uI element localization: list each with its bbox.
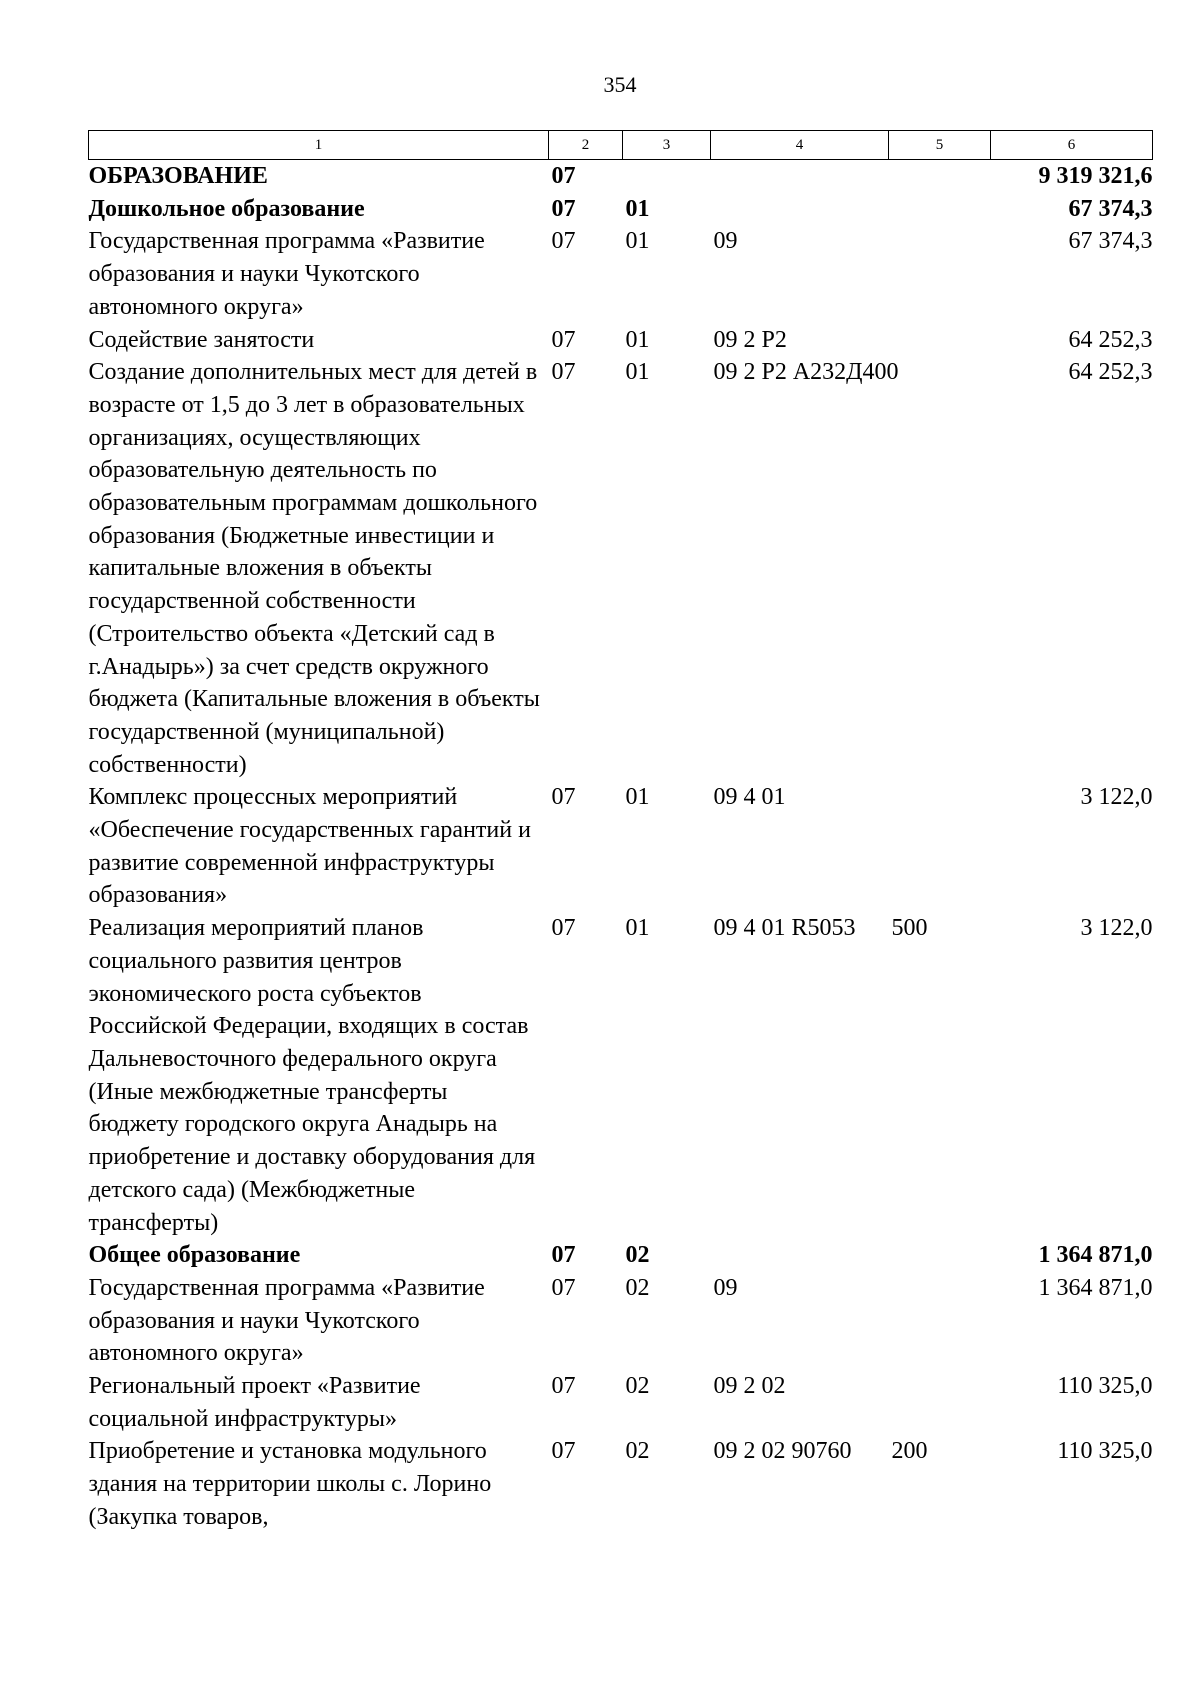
table-row [89,356,1153,781]
row-expense-type-cell [889,324,991,357]
column-header-1: 1 [89,131,549,160]
row-target-article-cell: 09 4 01 [713,784,786,811]
row-subsection-cell: 01 [625,359,650,386]
table-row [89,1435,1153,1533]
row-target-article-cell: 09 2 Р2 [713,326,787,353]
table-row [89,225,1153,323]
page-number: 354 [603,72,637,97]
row-name-cell: Комплекс процессных мероприятий «Обеспечение государственных гарантий и развитие современной инфраструктуры образования» [88,784,531,909]
row-name-cell: Дошкольное образование [88,195,365,222]
column-header-row [89,131,1153,160]
row-amount-cell: 67 374,3 [1068,228,1153,255]
row-subsection-cell: 01 [625,228,650,255]
row-name-cell: Содействие занятости [88,326,315,353]
row-section-cell: 07 [551,326,576,353]
row-amount-cell: 64 252,3 [1068,359,1153,386]
row-amount-cell: 67 374,3 [1068,195,1153,222]
row-target-article-cell: 09 [713,1274,738,1301]
row-target-article-cell: 09 2 02 90760 [713,1438,852,1465]
table-row [89,193,1153,226]
row-name-cell: Общее образование [88,1242,301,1269]
row-amount-cell: 1 364 871,0 [1038,1274,1153,1301]
row-subsection-cell: 01 [625,326,650,353]
column-header-4: 4 [711,131,889,160]
row-subsection-cell: 02 [625,1274,650,1301]
table-row [89,1272,1153,1370]
column-header-5: 5 [889,131,991,160]
row-amount-cell: 110 325,0 [1057,1438,1153,1465]
row-amount-cell: 110 325,0 [1057,1373,1153,1400]
row-expense-type-cell [889,1272,991,1370]
row-name-cell: Реализация мероприятий планов социального развития центров экономического роста субъектов Российской Федерации, входящих в состав Дальневосточного федерального округа (Иные межбюджетные трансферты бюджету городского округа Анадырь на приобретение и доставку оборудования для детского сада) (Межбюджетные трансферты) [88,915,536,1236]
row-section-cell: 07 [551,359,576,386]
row-amount-cell: 3 122,0 [1080,784,1153,811]
row-name-cell: Государственная программа «Развитие образования и науки Чукотского автономного округа» [88,228,485,320]
row-target-article-cell [711,1239,889,1272]
row-subsection-cell: 02 [625,1373,650,1400]
row-subsection-cell: 02 [625,1438,650,1465]
row-name-cell: ОБРАЗОВАНИЕ [88,163,268,189]
row-subsection-cell: 02 [625,1242,650,1269]
row-name-cell: Региональный проект «Развитие социальной инфраструктуры» [88,1373,421,1432]
table-row [89,912,1153,1239]
row-name-cell: Приобретение и установка модульного здания на территории школы с. Лорино (Закупка товаров, [88,1438,492,1530]
row-target-article-cell [711,160,889,193]
row-section-cell: 07 [551,163,576,189]
row-subsection-cell: 01 [625,915,650,942]
table-row [89,781,1153,912]
row-section-cell: 07 [551,195,576,222]
row-section-cell: 07 [551,784,576,811]
row-subsection-cell [623,160,711,193]
column-header-2: 2 [549,131,623,160]
row-expense-type-cell [889,160,991,193]
row-subsection-cell: 01 [625,784,650,811]
budget-table [88,130,1153,1534]
row-expense-type-cell [889,1239,991,1272]
row-name-cell: Государственная программа «Развитие образования и науки Чукотского автономного округа» [88,1274,485,1367]
table-row [89,160,1153,193]
row-subsection-cell: 01 [625,195,650,222]
row-expense-type-cell [889,356,991,781]
row-name-cell: Создание дополнительных мест для детей в возрасте от 1,5 до 3 лет в образовательных организациях, осуществляющих образовательную деятельность по образовательным программам дошкольного образования (Бюджетные инвестиции и капитальные вложения в объекты государственной собственности (Строительство объекта «Детский сад в г.Анадырь») за счет средств окружного бюджета (Капитальные вложения в объекты государственной (муниципальной) собственности) [88,359,540,778]
column-header-6: 6 [991,131,1153,160]
table-row [89,324,1153,357]
row-amount-cell: 64 252,3 [1068,326,1153,353]
row-expense-type-cell [889,193,991,226]
row-target-article-cell: 09 2 Р2 А232Д400 [713,359,899,386]
row-expense-type-cell [889,1370,991,1435]
row-target-article-cell: 09 2 02 [713,1373,786,1400]
table-row [89,1370,1153,1435]
row-target-article-cell: 09 [713,228,738,255]
row-amount-cell: 9 319 321,6 [1038,163,1153,189]
row-amount-cell: 1 364 871,0 [1038,1242,1153,1269]
row-target-article-cell [711,193,889,226]
row-expense-type-cell: 200 [891,1438,928,1465]
row-section-cell: 07 [551,1438,576,1465]
table-body [89,160,1153,1534]
row-expense-type-cell: 500 [891,915,928,942]
row-expense-type-cell [889,225,991,323]
row-expense-type-cell [889,781,991,912]
column-header-3: 3 [623,131,711,160]
row-target-article-cell: 09 4 01 R5053 [713,915,856,942]
row-amount-cell: 3 122,0 [1080,915,1153,942]
row-section-cell: 07 [551,1242,576,1269]
row-section-cell: 07 [551,915,576,942]
row-section-cell: 07 [551,1274,576,1301]
table-row [89,1239,1153,1272]
row-section-cell: 07 [551,1373,576,1400]
row-section-cell: 07 [551,228,576,255]
